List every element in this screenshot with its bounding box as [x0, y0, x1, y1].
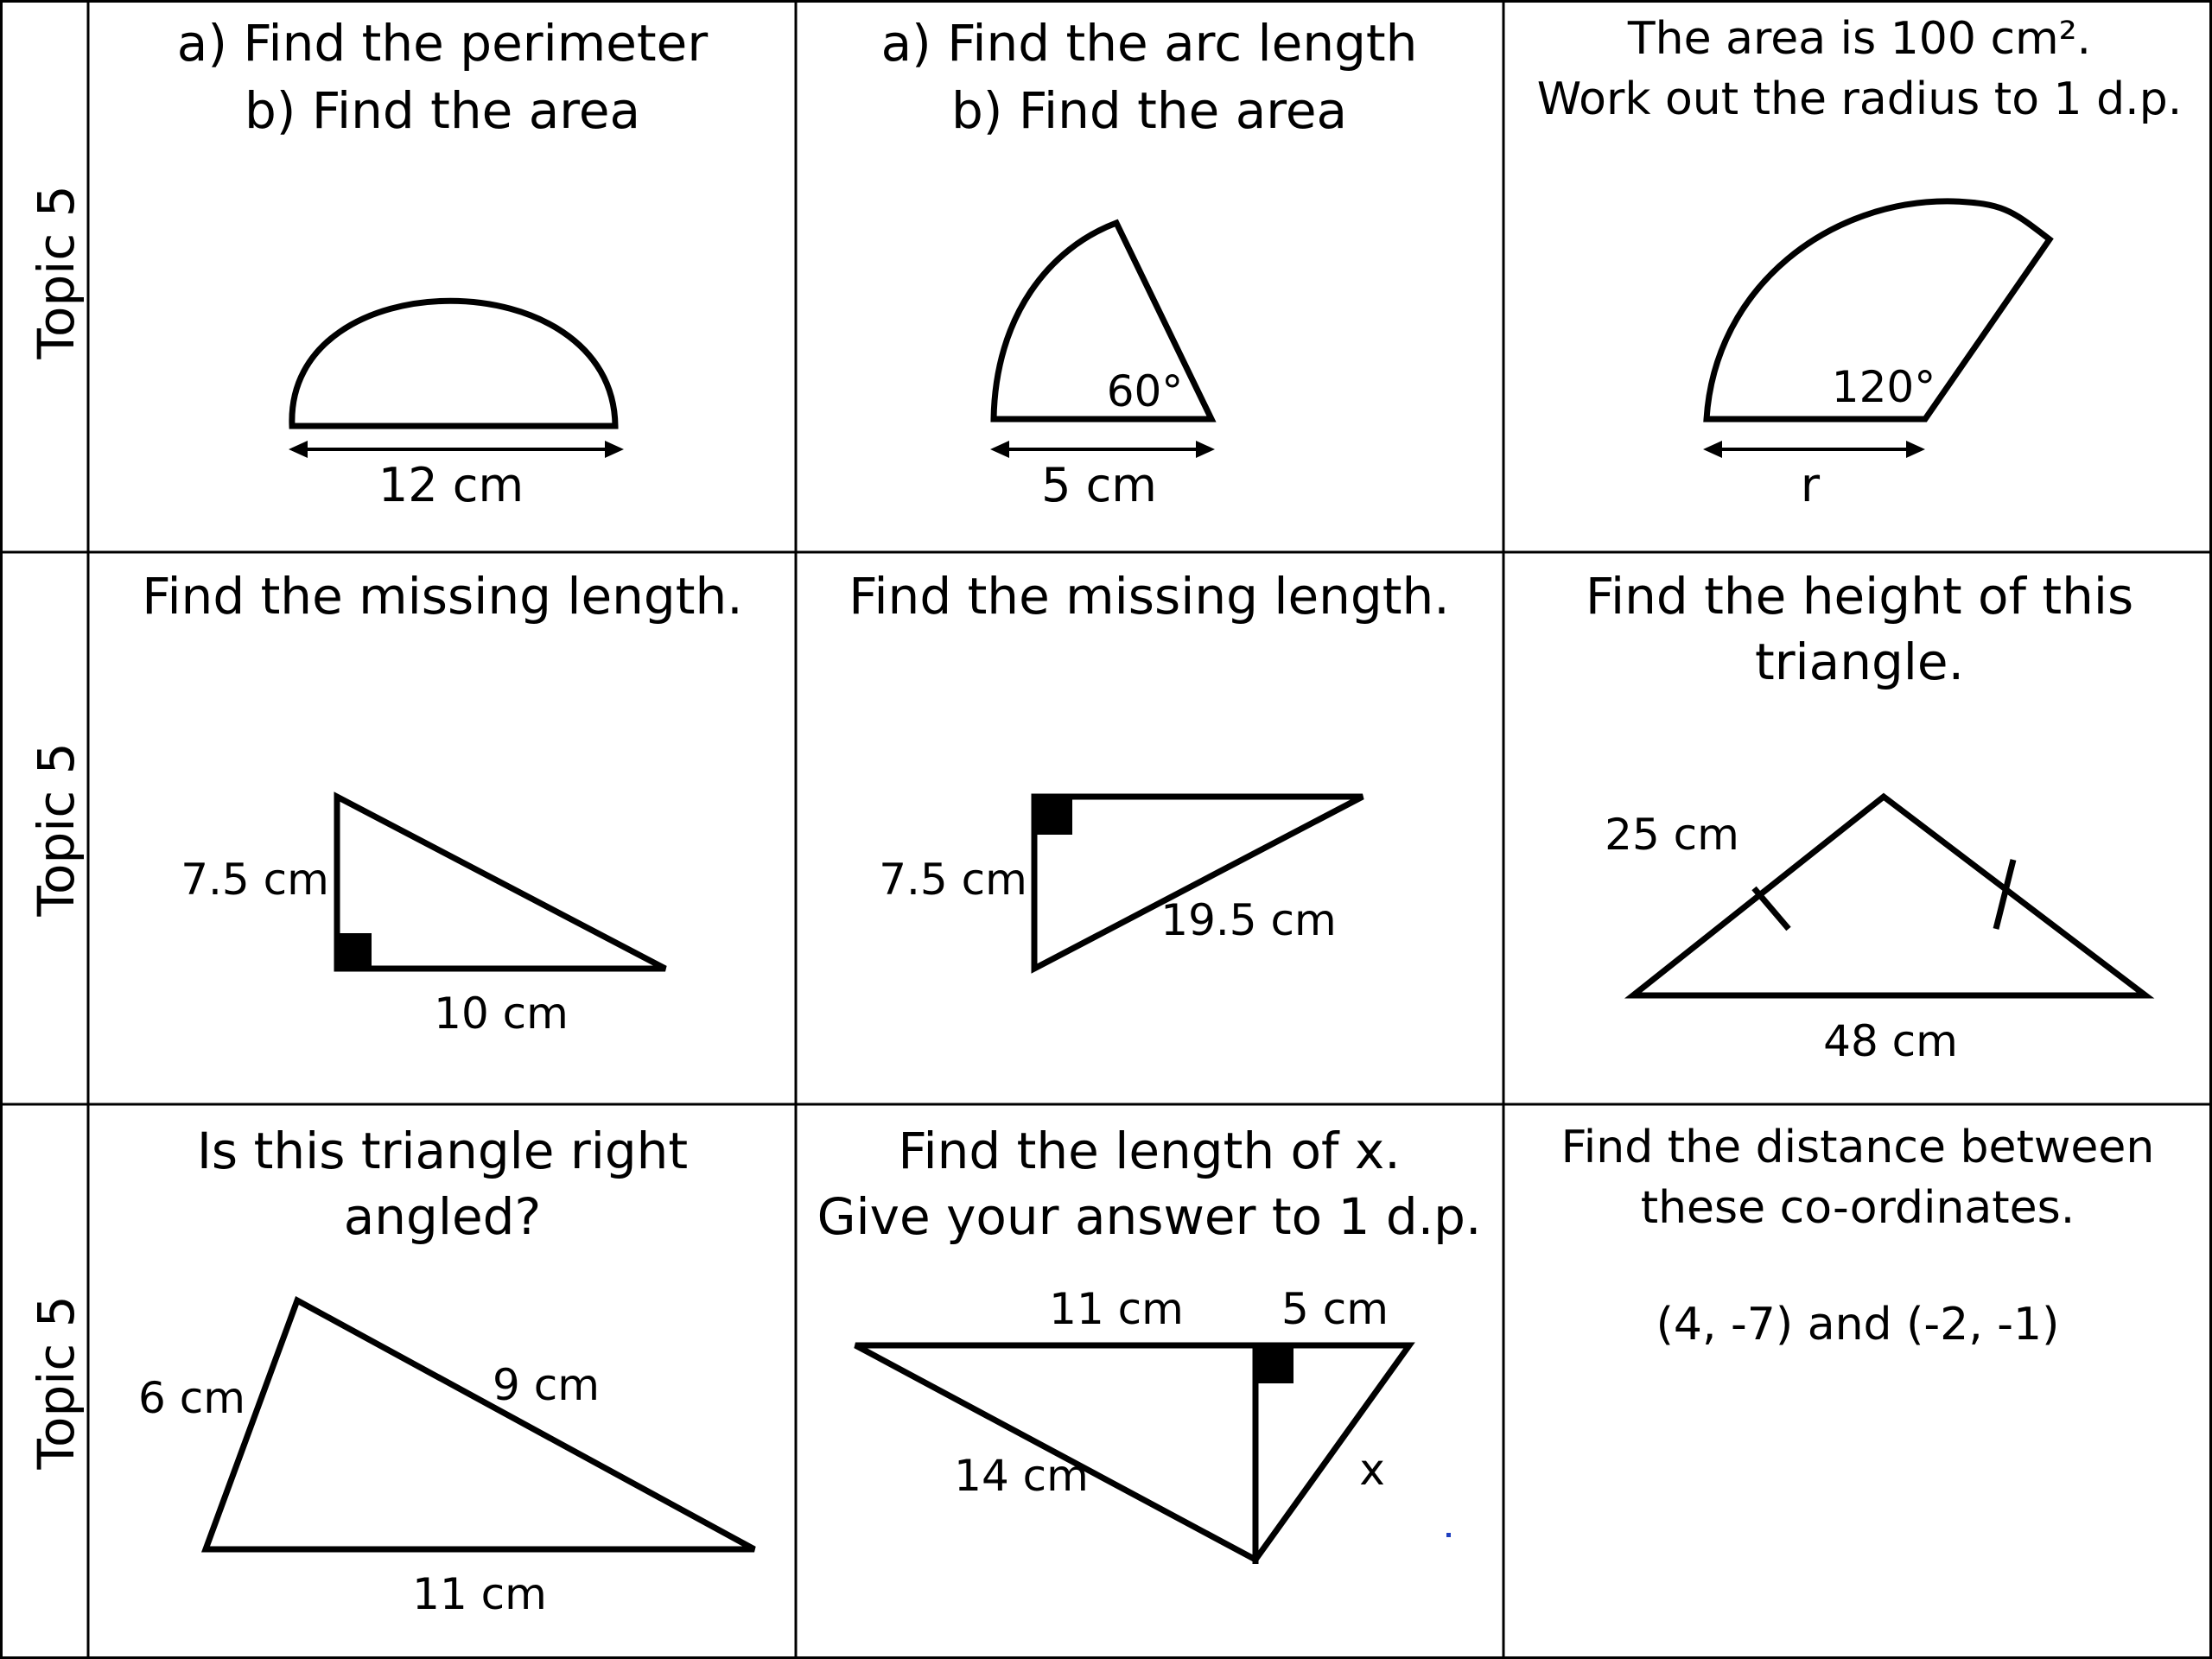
unknown-x-label: x [1359, 1445, 1385, 1495]
question-text-line-1: Find the missing length. [849, 567, 1450, 626]
base-length-label: 11 cm [412, 1569, 547, 1619]
compound-triangle-shape [855, 1345, 1409, 1560]
side-length-label: 25 cm [1605, 810, 1739, 860]
side-length-label: 7.5 cm [181, 855, 329, 905]
stray-dot [1446, 1533, 1451, 1537]
question-text-line-1: Find the distance between [1560, 1122, 2155, 1173]
side-length-label: 7.5 cm [879, 855, 1027, 905]
question-text-line-1: Find the missing length. [142, 567, 743, 626]
top-left-length-label: 11 cm [1049, 1284, 1184, 1334]
cell-sector-120-question [1537, 13, 2182, 512]
side-a-label: 6 cm [138, 1373, 245, 1423]
right-angle-marker [1255, 1345, 1294, 1383]
hypotenuse-label: 14 cm [954, 1451, 1089, 1501]
top-right-length-label: 5 cm [1281, 1284, 1389, 1334]
row-2-topic-label: Topic 5 [27, 742, 86, 917]
cell-right-triangle-hyp-question [849, 567, 1449, 969]
question-text-line-2: angled? [343, 1187, 542, 1246]
row-1-topic-label: Topic 5 [27, 185, 86, 359]
cell-distance-question [1561, 1122, 2155, 1351]
row-3-topic-label: Topic 5 [27, 1295, 86, 1470]
base-length-label: 12 cm [378, 458, 524, 512]
question-text-line-2: b) Find the area [950, 81, 1348, 140]
cell-right-angle-check-question [138, 1122, 754, 1619]
semicircle-shape [292, 301, 615, 426]
question-text-line-2: b) Find the area [244, 81, 641, 140]
base-length-label: 5 cm [1041, 458, 1157, 512]
cell-find-x-question [817, 1122, 1482, 1564]
hypotenuse-label: 19.5 cm [1160, 895, 1337, 945]
right-angle-marker [337, 933, 372, 968]
right-angle-marker [1034, 797, 1072, 835]
side-b-label: 9 cm [493, 1360, 600, 1410]
question-text-line-1: Is this triangle right [196, 1122, 689, 1180]
question-text-line-1: The area is 100 cm². [1627, 13, 2092, 65]
right-triangle-shape [337, 797, 665, 969]
question-text-line-2: triangle. [1754, 632, 1965, 691]
question-text-line-2: Give your answer to 1 d.p. [817, 1187, 1482, 1246]
question-text-line-2: Work out the radius to 1 d.p. [1536, 73, 2183, 125]
question-text-line-1: Find the length of x. [898, 1122, 1401, 1180]
cell-isosceles-triangle-question [1586, 567, 2145, 1066]
cell-sector-60-question [881, 14, 1418, 512]
question-text-line-2: these co-ordinates. [1640, 1182, 2075, 1234]
equal-side-tick [1754, 888, 1789, 929]
base-length-label: 10 cm [434, 988, 569, 1039]
question-text-line-1: Find the height of this [1585, 567, 2134, 626]
question-text-line-1: a) Find the perimeter [176, 14, 709, 73]
coordinates-text: (4, -7) and (-2, -1) [1656, 1299, 2060, 1351]
angle-label: 60° [1106, 366, 1184, 416]
angle-label: 120° [1831, 362, 1936, 412]
radius-label: r [1800, 458, 1821, 512]
triangle-shape [206, 1300, 754, 1549]
cell-right-triangle-question [142, 567, 742, 1039]
cell-semicircle-question [177, 14, 709, 512]
base-length-label: 48 cm [1823, 1016, 1958, 1066]
question-text-line-1: a) Find the arc length [880, 14, 1418, 73]
